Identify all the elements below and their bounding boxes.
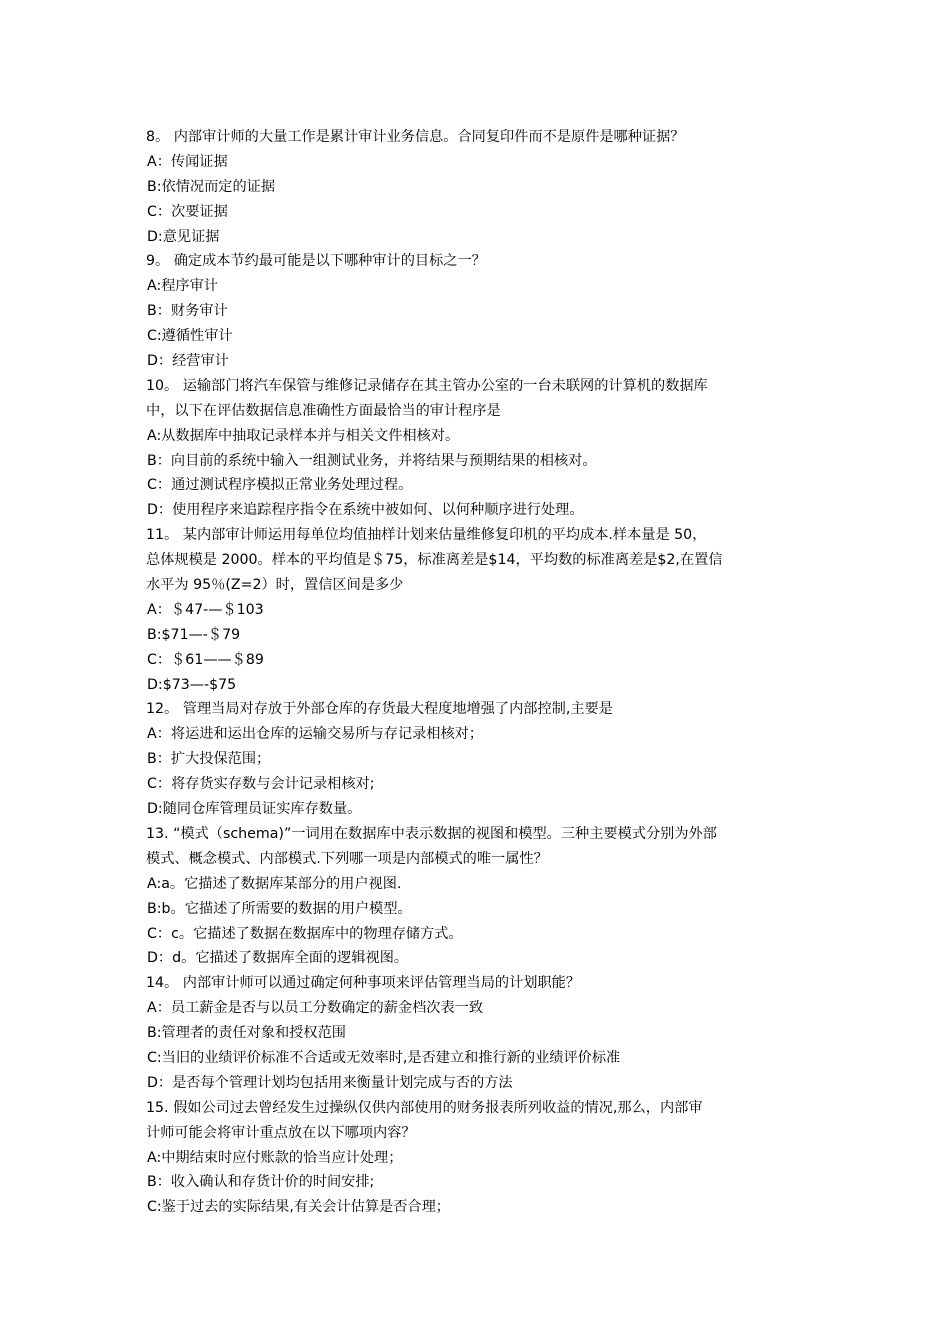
question-stem-line: 8。 内部审计师的大量工作是累计审计业务信息。合同复印件而不是原件是哪种证据？ <box>146 129 685 145</box>
option-b: B:$71—-＄79 <box>147 626 241 643</box>
option-c: C：次要证据 <box>147 203 228 220</box>
option-a: A：传闻证据 <box>147 153 228 170</box>
option-c: C：c。它描述了数据在数据库中的物理存储方式。 <box>147 925 463 942</box>
question-stem-line: 12。 管理当局对存放于外部仓库的存货最大程度地增强了内部控制,主要是 <box>146 701 613 718</box>
option-d: D：经营审计 <box>147 353 229 370</box>
question-13 <box>146 822 810 971</box>
option-d: D：d。它描述了数据库全面的逻辑视图。 <box>147 950 409 967</box>
option-a: A:a。它描述了数据库某部分的用户视图. <box>147 875 402 892</box>
question-11 <box>146 523 810 697</box>
question-stem-line: 模式、概念模式、内部模式.下列哪一项是内部模式的唯一属性？ <box>146 850 548 867</box>
option-d: D：使用程序来追踪程序指令在系统中被如何、以何种顺序进行处理。 <box>147 502 584 519</box>
option-b: B：向目前的系统中输入一组测试业务，并将结果与预期结果的相核对。 <box>147 452 597 469</box>
question-stem-line: 13. “模式（schema)”一词用在数据库中表示数据的视图和模型。三种主要模式分别为外部 <box>146 825 717 842</box>
question-15 <box>146 1096 810 1220</box>
question-stem-line: 总体规模是 2000。样本的平均值是＄75，标准离差是$14，平均数的标准离差是$2,在置信 <box>146 552 723 569</box>
option-d: D:随同仓库管理员证实库存数量。 <box>147 801 362 818</box>
option-c: C：＄61——＄89 <box>147 651 264 668</box>
option-b: B：财务审计 <box>147 303 228 320</box>
option-a: A：＄47-—＄103 <box>147 601 264 618</box>
option-b: B:依情况而定的证据 <box>147 178 276 195</box>
question-stem-line: 14。 内部审计师可以通过确定何种事项来评估管理当局的计划职能？ <box>146 975 581 992</box>
option-b: B:b。它描述了所需要的数据的用户模型。 <box>147 900 412 917</box>
option-c: C：通过测试程序模拟正常业务处理过程。 <box>147 477 413 494</box>
option-a: A：将运进和运出仓库的运输交易所与存记录相核对； <box>147 726 484 743</box>
question-9 <box>146 249 810 373</box>
option-b: B:管理者的责任对象和授权范围 <box>147 1025 346 1042</box>
option-c: C:鉴于过去的实际结果,有关会计估算是否合理； <box>147 1199 450 1216</box>
question-stem-line: 15. 假如公司过去曾经发生过操纵仅供内部使用的财务报表所列收益的情况,那么，内部审 <box>146 1099 703 1116</box>
question-stem-line: 11。 某内部审计师运用每单位均值抽样计划来估量维修复印机的平均成本.样本量是 50， <box>146 527 707 544</box>
question-stem-line: 水平为 95％(Z=2）时，置信区间是多少 <box>146 577 404 594</box>
question-12 <box>146 697 810 821</box>
option-c: C：将存货实存数与会计记录相核对; <box>147 776 375 793</box>
question-10 <box>146 374 810 523</box>
question-8 <box>146 125 810 249</box>
option-c: C:当旧的业绩评价标准不合适或无效率时,是否建立和推行新的业绩评价标准 <box>147 1049 621 1066</box>
option-b: B：扩大投保范围； <box>147 751 271 768</box>
option-d: D:$73—-$75 <box>147 676 237 693</box>
question-list <box>146 125 810 1220</box>
question-14 <box>146 971 810 1095</box>
option-d: D：是否每个管理计划均包括用来衡量计划完成与否的方法 <box>147 1074 513 1091</box>
option-c: C:遵循性审计 <box>147 328 233 345</box>
option-b: B：收入确认和存货计价的时间安排; <box>147 1174 375 1191</box>
question-stem-line: 9。 确定成本节约最可能是以下哪种审计的目标之一？ <box>146 253 486 270</box>
question-stem-line: 10。 运输部门将汽车保管与维修记录储存在其主管办公室的一台未联网的计算机的数据库 <box>146 377 708 394</box>
option-a: A:中期结束时应付账款的恰当应计处理； <box>147 1149 403 1166</box>
question-stem-line: 中，以下在评估数据信息准确性方面最恰当的审计程序是 <box>146 402 501 419</box>
question-stem-line: 计师可能会将审计重点放在以下哪项内容？ <box>146 1124 416 1141</box>
option-d: D:意见证据 <box>147 228 220 245</box>
option-a: A:从数据库中抽取记录样本并与相关文件相核对。 <box>147 427 460 444</box>
option-a: A：员工薪金是否与以员工分数确定的薪金档次表一致 <box>147 1000 484 1017</box>
option-a: A:程序审计 <box>147 278 218 295</box>
